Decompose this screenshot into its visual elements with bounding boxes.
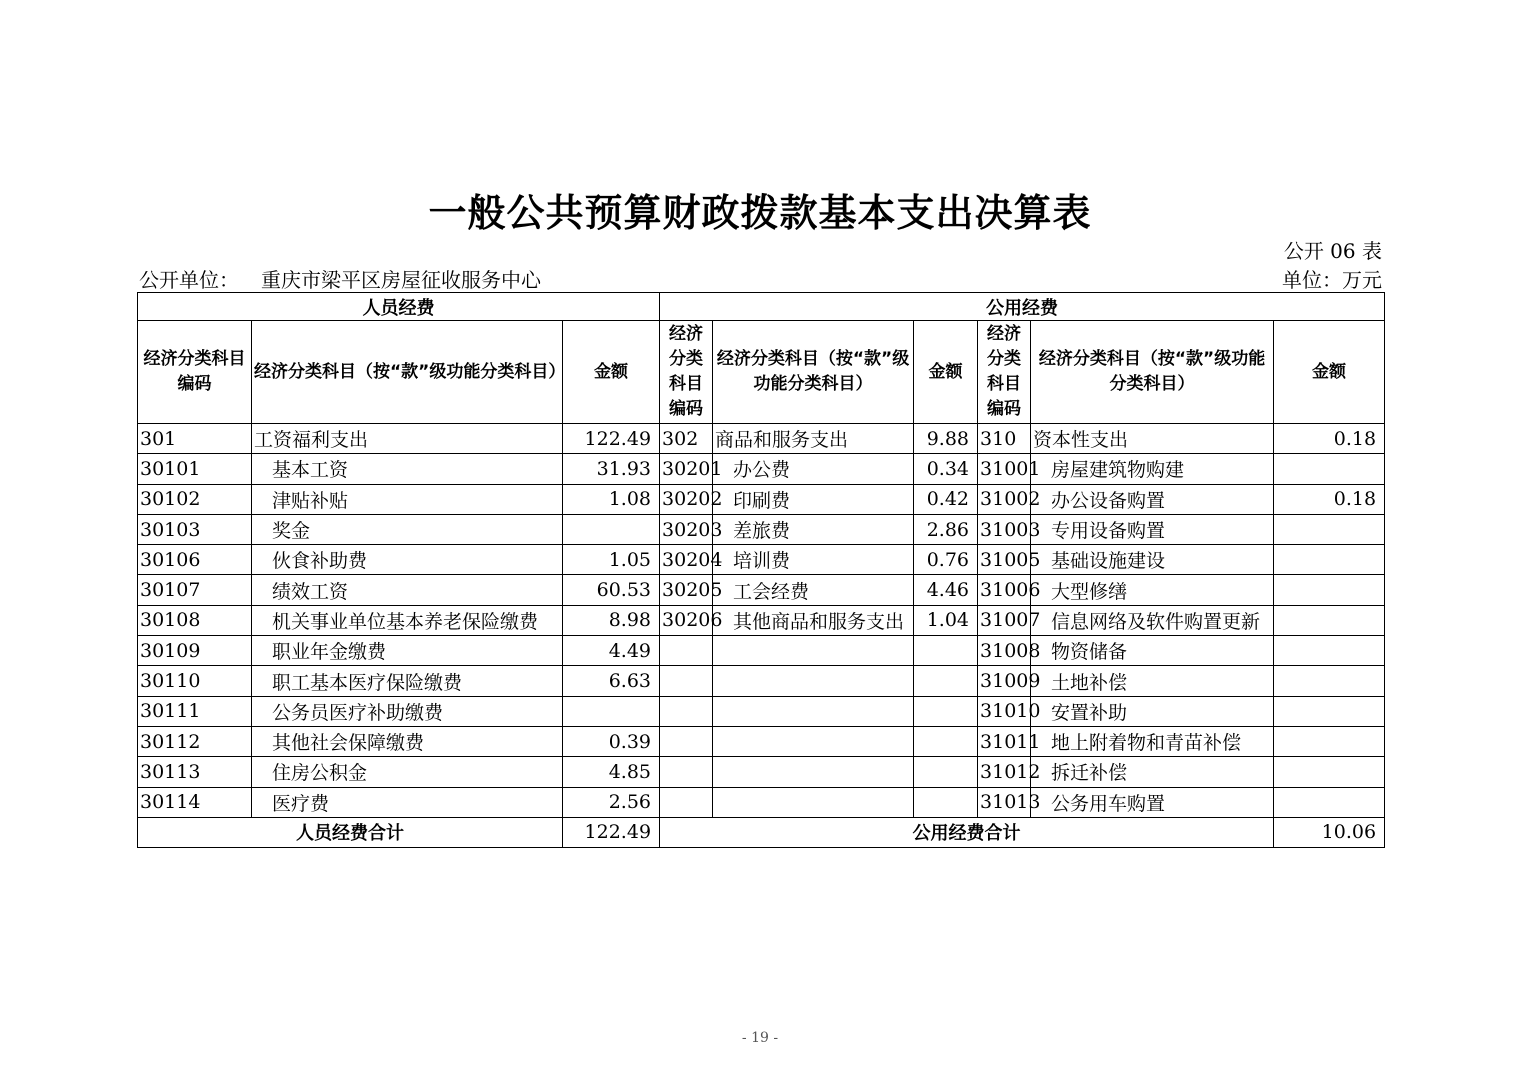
amount-cell: 0.39 [563,726,660,756]
code-cell: 31007 [978,605,1031,635]
name-cell [713,726,914,756]
name-cell: 公务用车购置 [1031,787,1274,817]
code-cell: 30101 [138,454,252,484]
code-cell: 30206 [660,605,713,635]
header-code: 经济分类科目编码 [660,321,713,424]
amount-cell: 8.98 [563,605,660,635]
code-cell: 30203 [660,514,713,544]
table-row [138,726,1385,756]
table-row [138,757,1385,787]
code-cell: 30106 [138,545,252,575]
amount-cell: 4.49 [563,636,660,666]
header-name: 经济分类科目（按“款”级功能分类科目） [713,321,914,424]
amount-cell [1274,666,1385,696]
name-cell: 医疗费 [252,787,563,817]
code-cell [660,787,713,817]
name-cell: 绩效工资 [252,575,563,605]
table-row [138,636,1385,666]
code-cell: 30114 [138,787,252,817]
group-personnel: 人员经费 [138,293,660,321]
name-cell: 印刷费 [713,484,914,514]
public-total-label: 公用经费合计 [660,817,1274,847]
amount-cell: 1.05 [563,545,660,575]
name-cell: 土地补偿 [1031,666,1274,696]
code-cell: 30112 [138,726,252,756]
amount-cell: 0.76 [914,545,978,575]
code-cell: 31001 [978,454,1031,484]
table-row [138,545,1385,575]
code-cell: 30109 [138,636,252,666]
amount-cell: 0.42 [914,484,978,514]
code-cell: 30102 [138,484,252,514]
code-cell [660,636,713,666]
header-amount: 金额 [563,321,660,424]
code-cell: 310 [978,424,1031,454]
header-amount: 金额 [1274,321,1385,424]
code-cell: 30108 [138,605,252,635]
name-cell: 地上附着物和青苗补偿 [1031,726,1274,756]
code-cell [660,666,713,696]
personnel-total-amount: 122.49 [563,817,660,847]
code-cell: 31009 [978,666,1031,696]
amount-cell [563,696,660,726]
amount-cell: 4.85 [563,757,660,787]
name-cell: 培训费 [713,545,914,575]
header-code: 经济分类科目编码 [138,321,252,424]
amount-cell [914,636,978,666]
unit-line [139,264,1382,293]
name-cell: 工资福利支出 [252,424,563,454]
code-cell: 31012 [978,757,1031,787]
budget-table [137,292,1385,848]
name-cell [713,666,914,696]
code-cell: 302 [660,424,713,454]
name-cell: 安置补助 [1031,696,1274,726]
personnel-total-label: 人员经费合计 [138,817,563,847]
amount-cell: 122.49 [563,424,660,454]
name-cell: 奖金 [252,514,563,544]
name-cell: 资本性支出 [1031,424,1274,454]
code-cell: 31002 [978,484,1031,514]
name-cell: 大型修缮 [1031,575,1274,605]
code-cell: 30111 [138,696,252,726]
name-cell: 工会经费 [713,575,914,605]
amount-cell [914,726,978,756]
name-cell: 其他商品和服务支出 [713,605,914,635]
org-name: 重庆市梁平区房屋征收服务中心 [261,268,541,292]
code-cell: 30204 [660,545,713,575]
code-cell: 31005 [978,545,1031,575]
code-cell: 30103 [138,514,252,544]
table-row [138,787,1385,817]
table-body [138,424,1385,818]
name-cell: 办公设备购置 [1031,484,1274,514]
name-cell: 基础设施建设 [1031,545,1274,575]
code-cell: 301 [138,424,252,454]
code-cell [660,726,713,756]
column-header-row [138,321,1385,424]
amount-cell [1274,636,1385,666]
name-cell: 公务员医疗补助缴费 [252,696,563,726]
table-row [138,605,1385,635]
name-cell: 办公费 [713,454,914,484]
name-cell: 差旅费 [713,514,914,544]
name-cell: 房屋建筑物购建 [1031,454,1274,484]
amount-cell [914,787,978,817]
name-cell: 伙食补助费 [252,545,563,575]
amount-cell [1274,514,1385,544]
code-cell [660,757,713,787]
group-public: 公用经费 [660,293,1385,321]
amount-cell: 2.86 [914,514,978,544]
amount-cell [1274,757,1385,787]
org-label: 公开单位： [139,268,239,292]
name-cell: 物资储备 [1031,636,1274,666]
amount-cell [1274,605,1385,635]
code-cell: 31013 [978,787,1031,817]
page-title: 一般公共预算财政拨款基本支出决算表 [428,191,1092,235]
code-cell: 30107 [138,575,252,605]
name-cell [713,636,914,666]
amount-cell: 9.88 [914,424,978,454]
name-cell: 信息网络及软件购置更新 [1031,605,1274,635]
name-cell: 商品和服务支出 [713,424,914,454]
amount-cell [914,666,978,696]
amount-cell: 1.08 [563,484,660,514]
header-code: 经济分类科目编码 [978,321,1031,424]
header-amount: 金额 [914,321,978,424]
code-cell: 31003 [978,514,1031,544]
public-total-amount: 10.06 [1274,817,1385,847]
page-number: - 19 - [741,1030,779,1046]
table-row [138,514,1385,544]
money-unit: 单位：万元 [1282,268,1382,292]
form-number: 公开 06 表 [1283,239,1382,263]
code-cell: 30201 [660,454,713,484]
table-row [138,454,1385,484]
amount-cell [914,757,978,787]
name-cell: 津贴补贴 [252,484,563,514]
amount-cell: 1.04 [914,605,978,635]
name-cell: 拆迁补偿 [1031,757,1274,787]
amount-cell [914,696,978,726]
code-cell: 30202 [660,484,713,514]
amount-cell: 60.53 [563,575,660,605]
group-header-row [138,293,1385,321]
table-row [138,575,1385,605]
amount-cell: 6.63 [563,666,660,696]
name-cell: 专用设备购置 [1031,514,1274,544]
amount-cell: 4.46 [914,575,978,605]
header-name: 经济分类科目（按“款”级功能分类科目） [1031,321,1274,424]
code-cell: 30110 [138,666,252,696]
total-row [138,817,1385,847]
code-cell: 31006 [978,575,1031,605]
table-row [138,666,1385,696]
amount-cell: 0.18 [1274,424,1385,454]
amount-cell: 0.18 [1274,484,1385,514]
name-cell [713,757,914,787]
amount-cell [1274,726,1385,756]
amount-cell [563,514,660,544]
code-cell [660,696,713,726]
amount-cell [1274,575,1385,605]
name-cell: 职业年金缴费 [252,636,563,666]
code-cell: 30113 [138,757,252,787]
code-cell: 31008 [978,636,1031,666]
code-cell: 31011 [978,726,1031,756]
name-cell: 其他社会保障缴费 [252,726,563,756]
table-row [138,424,1385,454]
name-cell: 职工基本医疗保险缴费 [252,666,563,696]
header-name: 经济分类科目（按“款”级功能分类科目） [252,321,563,424]
name-cell [713,787,914,817]
amount-cell [1274,545,1385,575]
amount-cell [1274,696,1385,726]
amount-cell: 2.56 [563,787,660,817]
name-cell: 住房公积金 [252,757,563,787]
name-cell: 基本工资 [252,454,563,484]
amount-cell [1274,787,1385,817]
code-cell: 31010 [978,696,1031,726]
name-cell: 机关事业单位基本养老保险缴费 [252,605,563,635]
name-cell [713,696,914,726]
amount-cell: 31.93 [563,454,660,484]
table-row [138,484,1385,514]
amount-cell: 0.34 [914,454,978,484]
code-cell: 30205 [660,575,713,605]
table-row [138,696,1385,726]
amount-cell [1274,454,1385,484]
